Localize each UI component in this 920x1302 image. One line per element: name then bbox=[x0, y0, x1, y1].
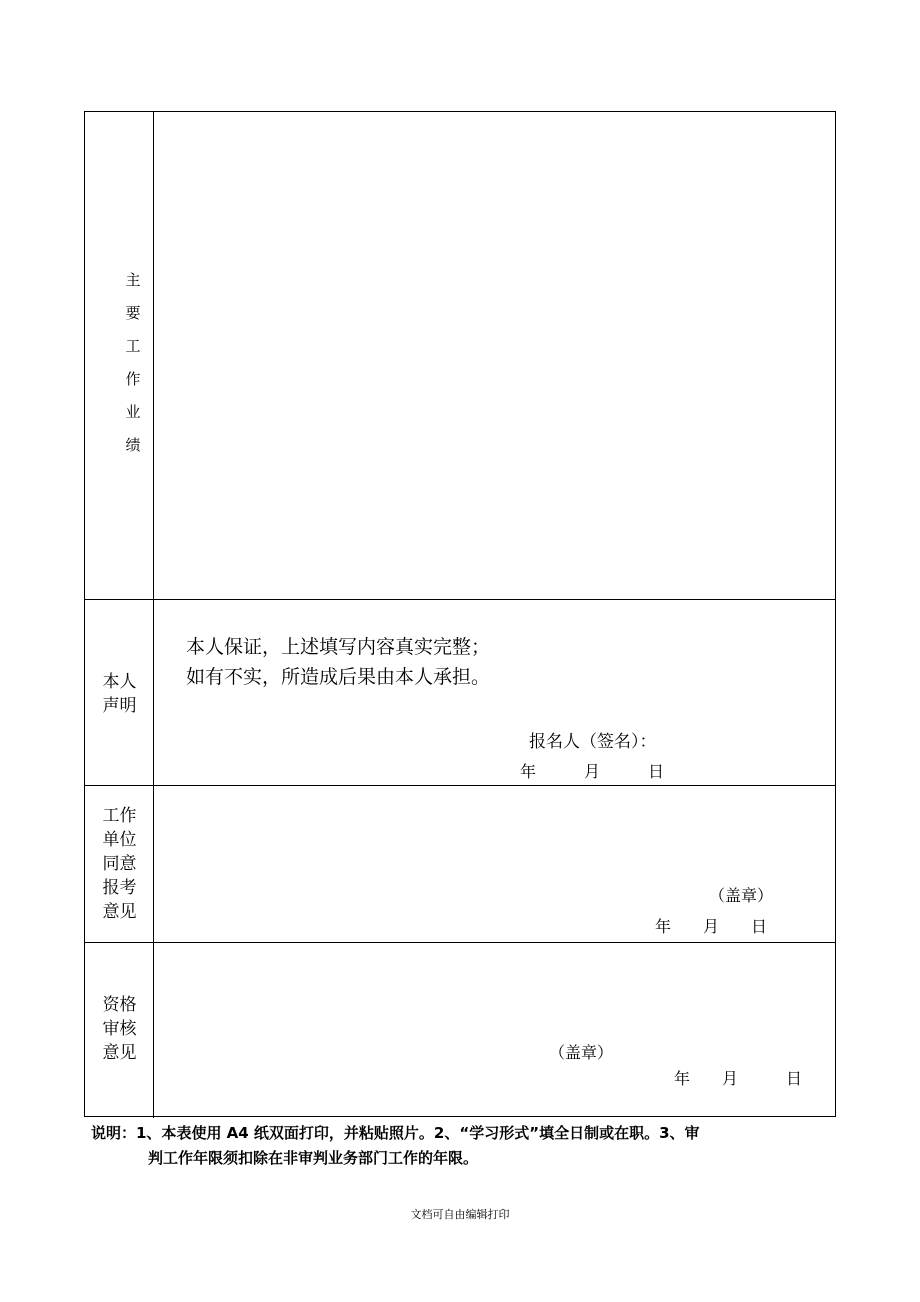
achievements-label-char: 作 bbox=[125, 370, 141, 388]
signer-signature-label[interactable]: 报名人（签名）： bbox=[529, 732, 657, 752]
qualification-review-row bbox=[85, 942, 835, 1118]
qualification-review-label-line: 审核 bbox=[102, 1019, 137, 1039]
qualification-review-label bbox=[85, 993, 154, 1065]
achievements-label-char: 绩 bbox=[125, 436, 141, 454]
employer-opinion-label-line: 报考 bbox=[102, 878, 137, 898]
declaration-label-line: 本人 bbox=[102, 672, 137, 692]
achievements-label-char: 业 bbox=[125, 403, 141, 421]
declaration-text-line2: 如有不实，所造成后果由本人承担。 bbox=[186, 666, 491, 688]
achievements-input-area[interactable] bbox=[154, 112, 835, 599]
review-date[interactable]: 年 月 日 bbox=[674, 1069, 803, 1088]
page-footer: 文档可自由编辑打印 bbox=[410, 1208, 510, 1221]
declaration-label-cell bbox=[85, 600, 154, 785]
registration-form-table bbox=[84, 111, 836, 1117]
employer-opinion-date[interactable]: 年 月 日 bbox=[655, 917, 768, 936]
qualification-review-label-line: 意见 bbox=[102, 1043, 137, 1063]
achievements-row bbox=[85, 112, 835, 599]
employer-opinion-label bbox=[85, 804, 154, 924]
instructions-note-line1: 说明：1、本表使用 A4 纸双面打印，并粘贴照片。2、“学习形式”填全日制或在职。3、审 bbox=[91, 1124, 700, 1142]
declaration-label-line: 声明 bbox=[102, 696, 137, 716]
instructions-note-line2: 判工作年限须扣除在非审判业务部门工作的年限。 bbox=[148, 1149, 479, 1167]
declaration-date[interactable]: 年 月 日 bbox=[520, 762, 665, 781]
declaration-text-line1: 本人保证，上述填写内容真实完整； bbox=[186, 636, 491, 658]
achievements-label-char: 工 bbox=[125, 337, 141, 355]
employer-opinion-row bbox=[85, 785, 835, 942]
achievements-label bbox=[125, 273, 141, 471]
qualification-review-label-cell bbox=[85, 943, 154, 1118]
employer-opinion-label-line: 意见 bbox=[102, 902, 137, 922]
achievements-label-char: 主 bbox=[125, 271, 141, 289]
employer-seal-label: （盖章） bbox=[709, 886, 774, 905]
employer-opinion-label-line: 工作 bbox=[102, 806, 137, 826]
employer-opinion-label-cell bbox=[85, 786, 154, 942]
declaration-label bbox=[85, 670, 154, 718]
instructions-note bbox=[91, 1121, 831, 1171]
review-seal-label: （盖章） bbox=[549, 1043, 614, 1062]
qualification-review-label-line: 资格 bbox=[102, 995, 137, 1015]
achievements-label-cell bbox=[85, 112, 154, 599]
achievements-label-char: 要 bbox=[125, 304, 141, 322]
declaration-row bbox=[85, 599, 835, 785]
employer-opinion-label-line: 单位 bbox=[102, 830, 137, 850]
employer-opinion-label-line: 同意 bbox=[102, 854, 137, 874]
